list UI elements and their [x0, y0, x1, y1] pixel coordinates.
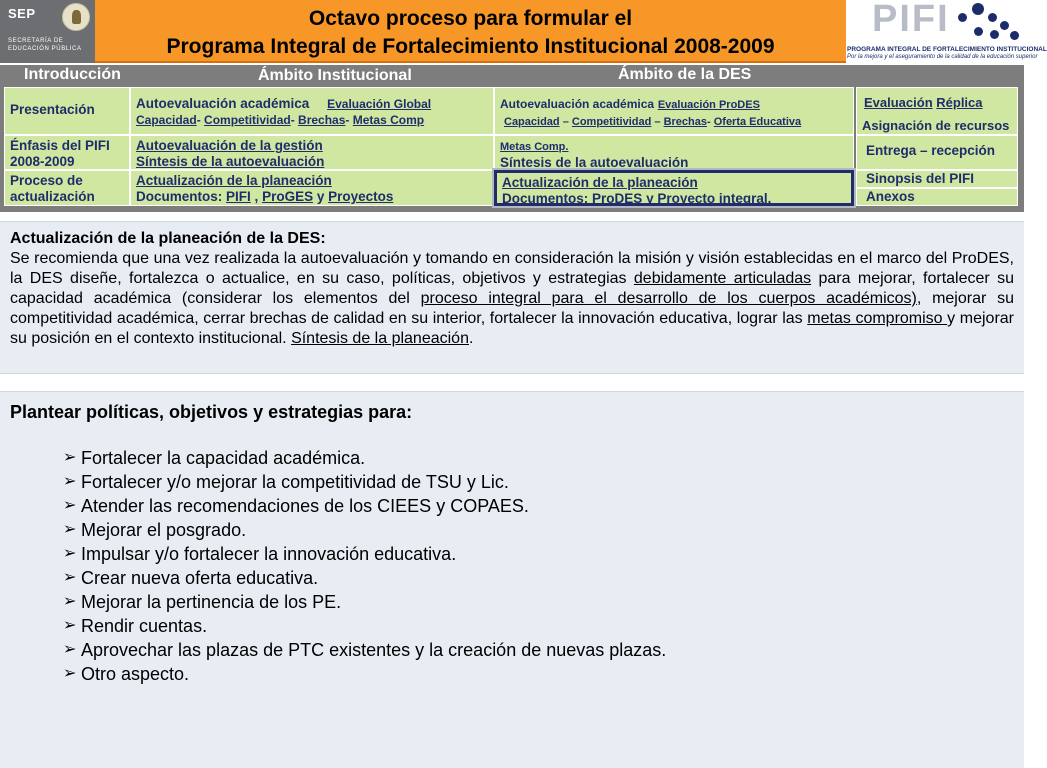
link-proges[interactable]: ProGES — [262, 189, 314, 204]
sep-subtitle-line2: EDUCACIÓN PÚBLICA — [8, 46, 82, 52]
nav-sinopsis-label: Sinopsis del PIFI — [866, 171, 975, 186]
nav-proceso-actualizacion[interactable] — [4, 170, 130, 206]
section-header-bar — [0, 65, 1024, 85]
nav-presentacion[interactable] — [4, 87, 130, 135]
arrow-bullet-icon: ➢ — [63, 521, 77, 538]
pifi-logo-text: PIFI — [872, 0, 950, 40]
description-text-3: , mejorar su competitividad académica, cerrar brechas de calidad en su interior, fortalecer la innovación educativa, lograr las — [10, 290, 1014, 327]
link-des-competitividad[interactable]: Competitividad — [571, 116, 652, 128]
link-des-metas-comp[interactable]: Metas Comp. — [500, 141, 569, 153]
nav-des-autoevaluacion: Autoevaluación académica Evaluación ProDES Capacidad – Competitividad – Brechas- Oferta Educativa — [494, 87, 854, 135]
arrow-bullet-icon: ➢ — [63, 641, 77, 658]
list-item: ➢ Impulsar y/o fortalecer la innovación educativa. — [63, 544, 457, 564]
list-item: ➢ Otro aspecto. — [63, 664, 190, 684]
list-item: ➢ Fortalecer y/o mejorar la competitividad de TSU y Lic. — [63, 472, 509, 492]
nav-entrega-label: Entrega – recepción — [866, 143, 996, 158]
arrow-bullet-icon: ➢ — [63, 569, 77, 586]
sep-subtitle-line1: SECRETARÍA DE — [8, 38, 64, 44]
list-item: ➢ Atender las recomendaciones de los CIEES y COPAES. — [63, 496, 529, 516]
link-des-capacidad[interactable]: Capacidad — [504, 116, 560, 128]
link-pifi[interactable]: PIFI — [226, 189, 251, 204]
arrow-bullet-icon: ➢ — [63, 473, 77, 490]
link-metas-compromiso[interactable]: metas compromiso — [807, 310, 948, 327]
description-text-5: . — [468, 330, 474, 347]
link-inst-metas-comp[interactable]: Metas Comp — [352, 113, 425, 127]
nav-institucional-actualizacion: Actualización de la planeación Documentos: PIFI , ProGES y Proyectos — [130, 170, 494, 206]
nav-des-autoevaluacion-label[interactable]: Autoevaluación académica — [500, 97, 655, 111]
nav-institucional-autoevaluacion: Autoevaluación académica Evaluación Global Capacidad- Competitividad- Brechas- Metas Comp — [130, 87, 494, 135]
link-debidamente-articuladas[interactable]: debidamente articuladas — [633, 270, 812, 287]
policies-list — [10, 446, 1014, 686]
eagle-emblem-icon — [62, 3, 90, 31]
link-proyecto-integral[interactable]: Proyecto integral — [657, 191, 768, 206]
nav-enfasis-label: Énfasis del PIFI 2008-2009 — [10, 138, 110, 169]
nav-anexos-label: Anexos — [866, 189, 915, 204]
nav-institucional-gestion — [130, 135, 494, 170]
policies-heading: Plantear políticas, objetivos y estrategias para: — [10, 402, 413, 422]
nav-inst-autoevaluacion[interactable]: Autoevaluación académica — [136, 96, 310, 111]
pifi-dots-icon — [954, 3, 1024, 45]
link-inst-competitividad[interactable]: Competitividad — [204, 113, 291, 127]
link-proyectos[interactable]: Proyectos — [328, 189, 394, 204]
link-des-brechas[interactable]: Brechas — [663, 116, 707, 128]
section-ambito-des: Ámbito de la DES — [618, 66, 752, 83]
arrow-bullet-icon: ➢ — [63, 545, 77, 562]
sep-logo-text: SEP — [8, 6, 36, 21]
list-item: ➢ Mejorar el posgrado. — [63, 520, 247, 540]
list-item: ➢ Aprovechar las plazas de PTC existentes y la creación de nuevas plazas. — [63, 640, 667, 660]
nav-right-sinopsis[interactable] — [856, 170, 1018, 188]
nav-proceso-label: Proceso de actualización — [10, 173, 95, 204]
nav-inst-documentos-label: Documentos: — [136, 189, 223, 204]
section-introduccion: Introducción — [24, 66, 121, 83]
description-body — [10, 249, 1014, 349]
title-banner — [95, 0, 846, 63]
nav-inst-y: y — [316, 189, 325, 204]
description-text-2: para mejorar, fortalecer su capacidad académica (considerar los elementos del — [10, 270, 1014, 307]
description-panel — [0, 221, 1024, 374]
description-text-4: y mejorar su posición en el contexto institucional. — [10, 310, 1014, 347]
link-des-oferta[interactable]: Oferta Educativa — [713, 116, 802, 128]
description-text-1: Se recomienda que una vez realizada la autoevaluación y tomando en consideración la misión y visión establecidas en el marco del ProDES, la DES diseñe, fortalezca o actualice, en su caso, políticas, objetivos y estrategias — [10, 250, 1014, 287]
nav-inst-autoeval-gestion[interactable]: Autoevaluación de la gestión — [136, 138, 323, 153]
nav-enfasis[interactable] — [4, 135, 130, 170]
sep-logo — [0, 0, 95, 63]
pifi-slogan: Por la mejora y el aseguramiento de la calidad de la educación superior — [847, 54, 1038, 60]
nav-des-y: y — [646, 191, 654, 206]
list-item: ➢ Fortalecer la capacidad académica. — [63, 448, 366, 468]
link-replica[interactable]: Réplica — [936, 95, 983, 110]
description-heading: Actualización de la planeación de la DES: — [10, 230, 326, 247]
nav-presentacion-label: Presentación — [10, 102, 95, 117]
nav-inst-actualizacion[interactable]: Actualización de la planeación — [136, 173, 332, 188]
section-ambito-institucional: Ámbito Institucional — [258, 67, 412, 84]
link-inst-capacidad[interactable]: Capacidad — [136, 113, 197, 127]
nav-des-actualizacion-label[interactable]: Actualización de la planeación — [502, 175, 698, 190]
nav-right-anexos[interactable] — [856, 188, 1018, 206]
arrow-bullet-icon: ➢ — [63, 617, 77, 634]
list-item: ➢ Rendir cuentas. — [63, 616, 208, 636]
link-evaluacion-global[interactable]: Evaluación Global — [327, 97, 432, 111]
link-proceso-integral[interactable]: proceso integral para el desarrollo de los cuerpos académicos) — [420, 290, 917, 307]
nav-inst-sintesis[interactable]: Síntesis de la autoevaluación — [136, 154, 325, 169]
nav-des-sintesis — [494, 135, 854, 170]
pifi-tagline: PROGRAMA INTEGRAL DE FORTALECIMIENTO INSTITUCIONAL — [847, 46, 1047, 53]
link-evaluacion[interactable]: Evaluación — [864, 95, 933, 110]
policies-panel — [0, 391, 1024, 768]
arrow-bullet-icon: ➢ — [63, 593, 77, 610]
list-item: ➢ Crear nueva oferta educativa. — [63, 568, 319, 588]
arrow-bullet-icon: ➢ — [63, 449, 77, 466]
pifi-logo — [846, 0, 1047, 63]
link-prodes[interactable]: ProDES — [592, 191, 643, 206]
nav-right-entrega[interactable] — [856, 135, 1018, 170]
link-inst-brechas[interactable]: Brechas — [298, 113, 346, 127]
link-sintesis-planeacion[interactable]: Síntesis de la planeación — [291, 330, 469, 347]
nav-des-actualizacion-selected — [494, 170, 854, 206]
page-title-line1: Octavo proceso para formular el — [308, 7, 633, 30]
nav-des-sintesis-label[interactable]: Síntesis de la autoevaluación — [500, 155, 689, 170]
page-title-line2: Programa Integral de Fortalecimiento Institucional 2008-2009 — [166, 35, 775, 58]
navigation-grid — [0, 85, 1024, 212]
link-asignacion-recursos[interactable]: Asignación de recursos — [862, 118, 1010, 133]
arrow-bullet-icon: ➢ — [63, 665, 77, 682]
nav-des-documentos-label: Documentos: — [502, 191, 589, 206]
list-item: ➢ Mejorar la pertinencia de los PE. — [63, 592, 342, 612]
nav-right-evaluacion — [856, 87, 1018, 135]
arrow-bullet-icon: ➢ — [63, 497, 77, 514]
link-evaluacion-prodes[interactable]: Evaluación ProDES — [657, 99, 760, 111]
nav-des-period: . — [767, 191, 772, 206]
